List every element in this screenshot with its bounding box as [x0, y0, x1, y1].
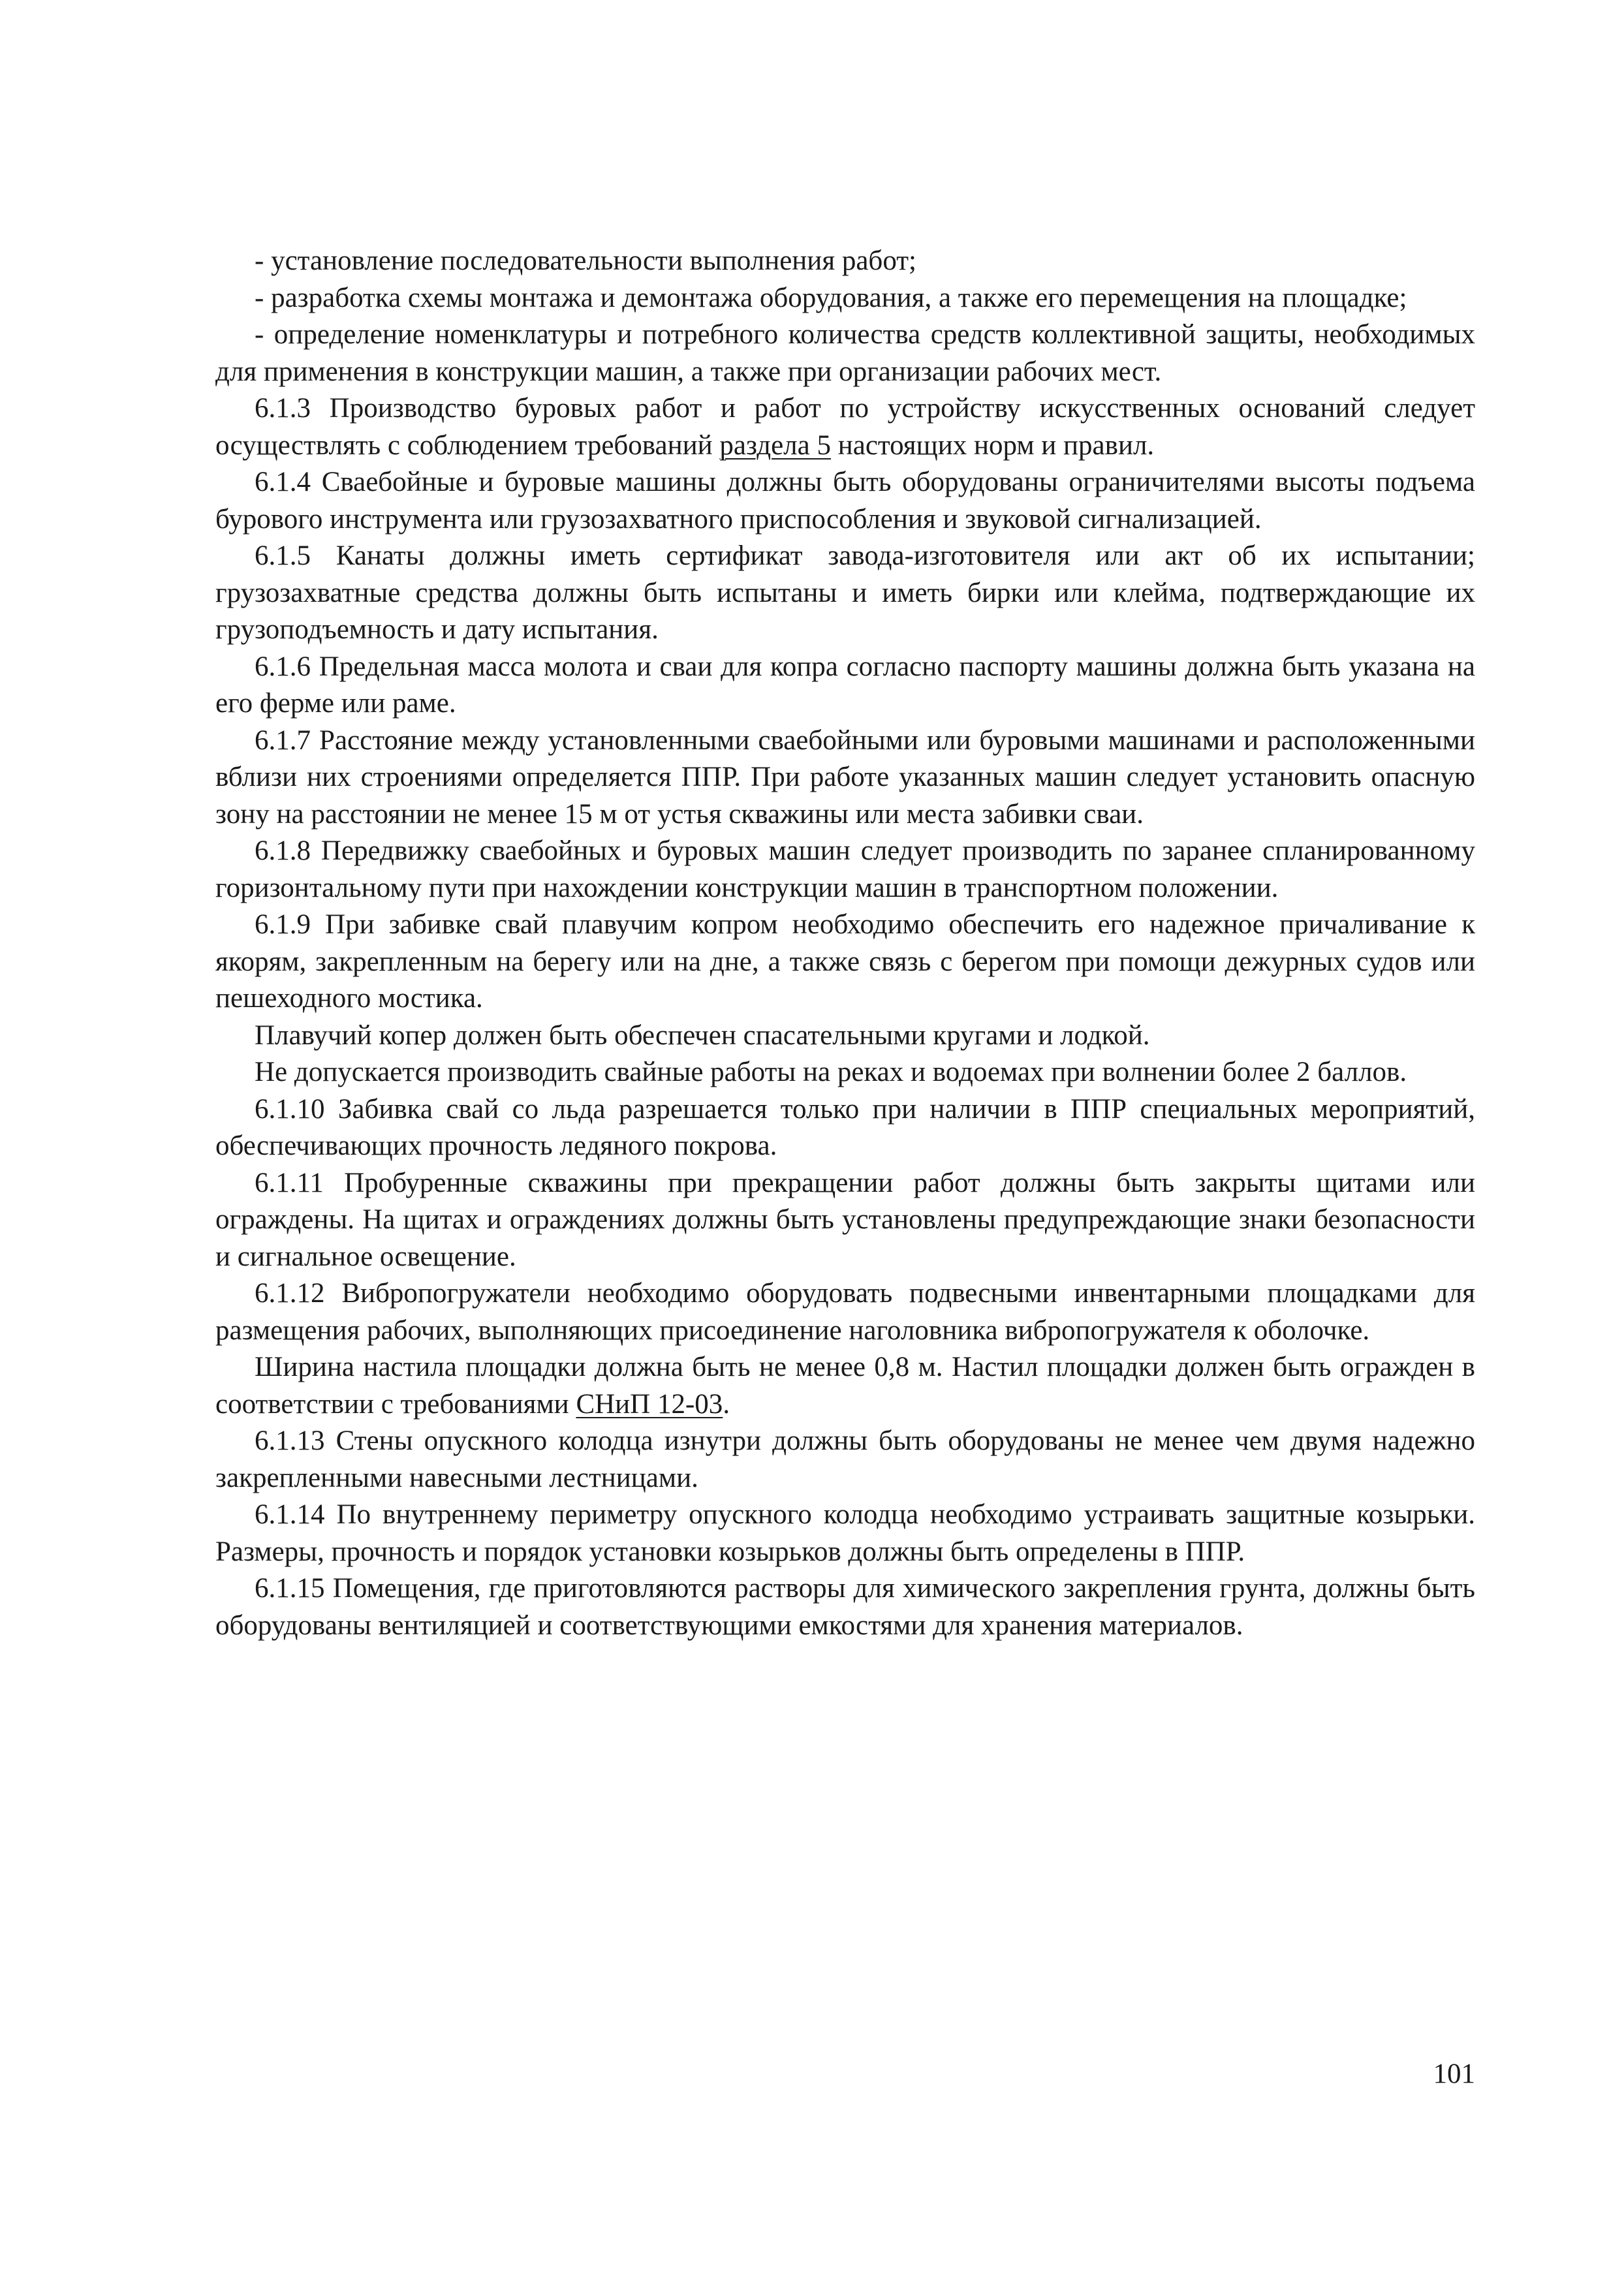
paragraph-text: 6.1.11 Пробуренные скважины при прекращении работ должны быть закрыты щитами или ограждены. На щитах и ограждениях должны быть установлены предупреждающие знаки безопасности и сигнальное освещение. — [215, 1167, 1475, 1272]
page-number: 101 — [1433, 2059, 1475, 2089]
paragraph-text: 6.1.13 Стены опускного колодца изнутри должны быть оборудованы не менее чем двумя надежно закрепленными навесными лестницами. — [215, 1425, 1475, 1493]
paragraph — [215, 243, 1475, 280]
paragraph-text: Ширина настила площадки должна быть не менее 0,8 м. Настил площадки должен быть огражден в соответствии с требованиями — [215, 1352, 1475, 1420]
paragraph-text: 6.1.9 При забивке свай плавучим копром необходимо обеспечить его надежное причаливание к якорям, закрепленным на берегу или на дне, а также связь с берегом при помощи дежурных судов или пешеходного мостика. — [215, 909, 1475, 1014]
paragraph — [215, 1018, 1475, 1055]
paragraph-text: 6.1.10 Забивка свай со льда разрешается только при наличии в ППР специальных мероприятий, обеспечивающих прочность ледяного покрова. — [215, 1093, 1475, 1161]
paragraph-text: 6.1.15 Помещения, где приготовляются растворы для химического закрепления грунта, должны быть оборудованы вентиляцией и соответствующими емкостями для хранения материалов. — [215, 1573, 1475, 1641]
section-5-link[interactable]: раздела 5 — [719, 429, 831, 461]
paragraph-text: 6.1.4 Сваебойные и буровые машины должны быть оборудованы ограничителями высоты подъема бурового инструмента или грузозахватного приспособления и звуковой сигнализацией. — [215, 467, 1475, 535]
paragraph-text: 6.1.6 Предельная масса молота и сваи для копра согласно паспорту машины должна быть указана на его ферме или раме. — [215, 651, 1475, 719]
paragraph-6-1-5 — [215, 538, 1475, 649]
paragraph-text: Не допускается производить свайные работы на реках и водоемах при волнении более 2 баллов. — [255, 1057, 1407, 1087]
paragraph-text: . — [723, 1388, 730, 1420]
paragraph — [215, 1349, 1475, 1423]
paragraph-6-1-12 — [215, 1275, 1475, 1349]
paragraph — [215, 1054, 1475, 1091]
paragraph-text: 6.1.12 Вибропогружатели необходимо оборудовать подвесными инвентарными площадками для размещения рабочих, выполняющих присоединение наголовника вибропогружателя к оболочке. — [215, 1278, 1475, 1346]
paragraph-text: - определение номенклатуры и потребного количества средств коллективной защиты, необходимых для применения в конструкции машин, а также при организации рабочих мест. — [215, 319, 1475, 387]
paragraph-text: настоящих норм и правил. — [830, 429, 1155, 461]
paragraph — [215, 317, 1475, 390]
paragraph-6-1-11 — [215, 1165, 1475, 1276]
paragraph-6-1-9 — [215, 907, 1475, 1018]
paragraph-text: 6.1.7 Расстояние между установленными сваебойными или буровыми машинами и расположенными вблизи них строениями определяется ППР. При работе указанных машин следует установить опасную зону на расстоянии не менее 15 м от устья скважины или места забивки сваи. — [215, 724, 1475, 830]
paragraph-text: - установление последовательности выполнения работ; — [255, 245, 916, 276]
paragraph-6-1-15 — [215, 1570, 1475, 1644]
paragraph — [215, 280, 1475, 317]
paragraph-6-1-8 — [215, 833, 1475, 907]
paragraph-6-1-13 — [215, 1423, 1475, 1497]
paragraph-text: Плавучий копер должен быть обеспечен спасательными кругами и лодкой. — [255, 1019, 1150, 1051]
paragraph-text: 6.1.14 По внутреннему периметру опускного колодца необходимо устраивать защитные козырьки. Размеры, прочность и порядок установки козырьков должны быть определены в ППР. — [215, 1499, 1475, 1567]
paragraph-6-1-14 — [215, 1497, 1475, 1570]
paragraph-text: 6.1.3 Производство буровых работ и работ по устройству искусственных оснований следует осуществлять с соблюдением требований — [215, 393, 1475, 461]
paragraph-6-1-7 — [215, 723, 1475, 833]
document-body — [215, 243, 1475, 1644]
paragraph-6-1-4 — [215, 464, 1475, 538]
paragraph-text: 6.1.5 Канаты должны иметь сертификат завода-изготовителя или акт об их испытании; грузозахватные средства должны быть испытаны и иметь бирки или клейма, подтверждающие их грузоподъемность и дату испытания. — [215, 540, 1475, 645]
paragraph-text: - разработка схемы монтажа и демонтажа оборудования, а также его перемещения на площадке; — [255, 282, 1407, 313]
paragraph-6-1-6 — [215, 649, 1475, 723]
paragraph-6-1-3 — [215, 390, 1475, 464]
snip-12-03-link[interactable]: СНиП 12-03 — [576, 1388, 723, 1420]
paragraph-text: 6.1.8 Передвижку сваебойных и буровых машин следует производить по заранее спланированному горизонтальному пути при нахождении конструкции машин в транспортном положении. — [215, 835, 1475, 903]
paragraph-6-1-10 — [215, 1091, 1475, 1165]
